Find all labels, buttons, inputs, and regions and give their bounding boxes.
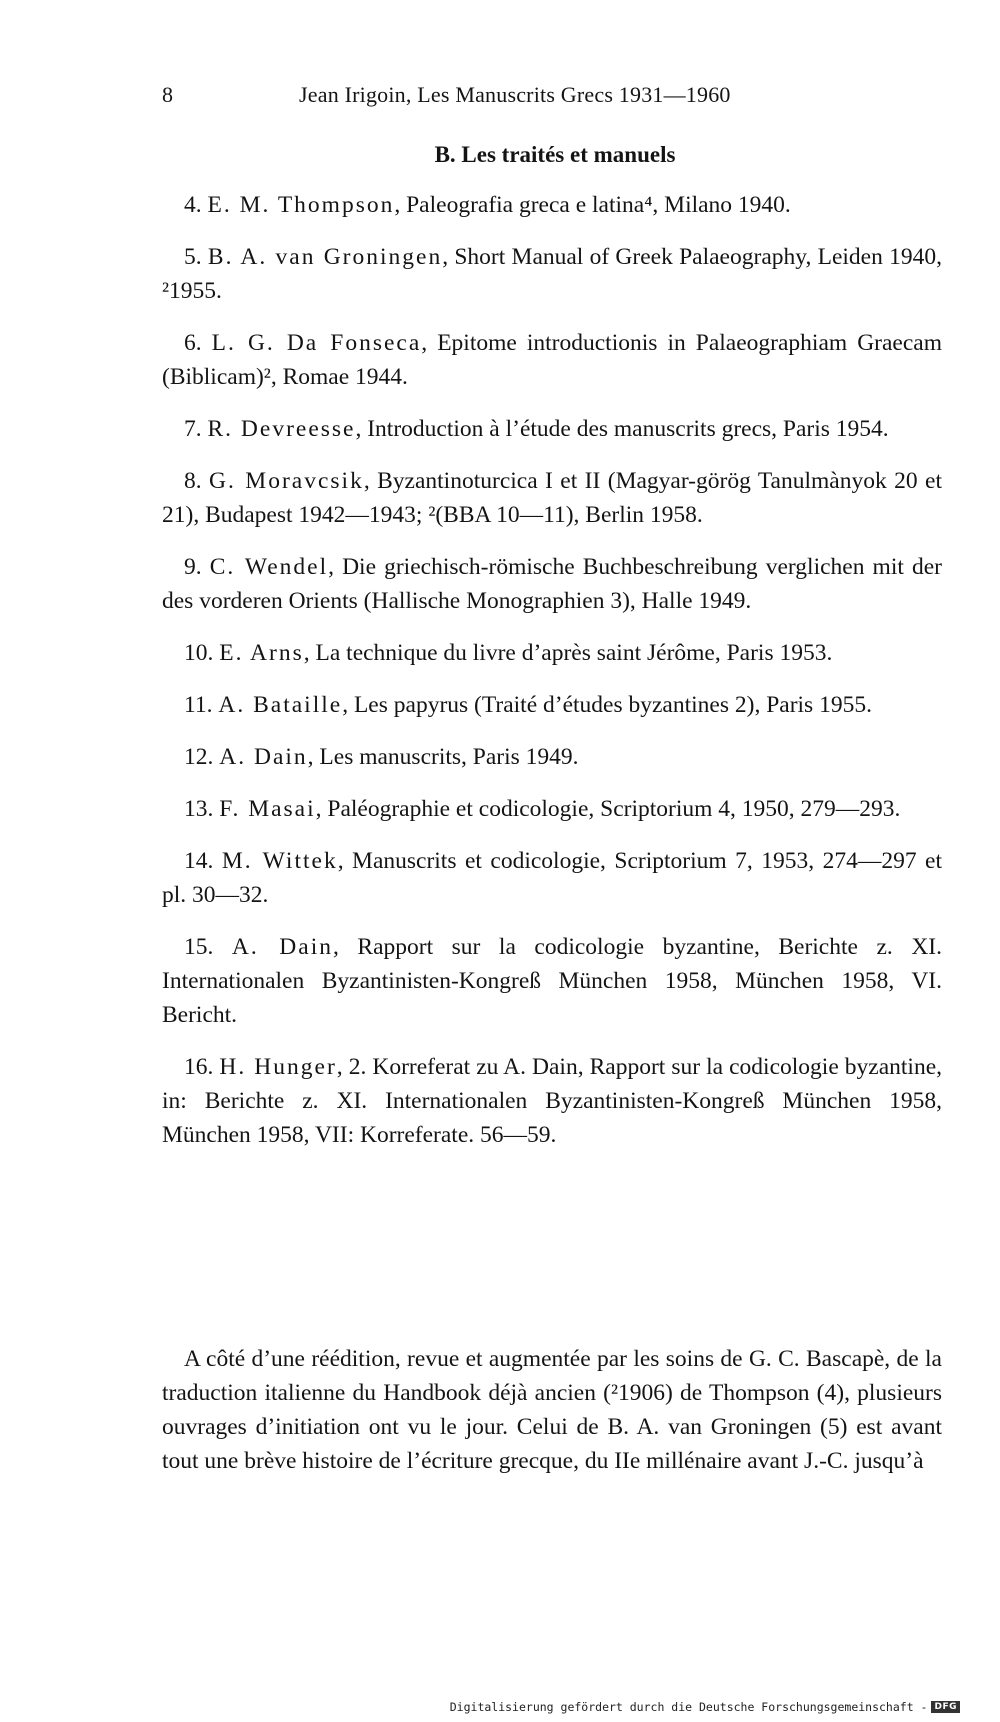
section-heading: B. Les traités et manuels — [434, 142, 676, 167]
entry-number: 10. — [184, 640, 214, 666]
bibliography-entry — [162, 636, 942, 670]
entry-author: R. Devreesse — [207, 416, 356, 442]
entry-text: , Introduction à l’étude des manuscrits grecs, Paris 1954. — [355, 416, 889, 442]
entry-text: , La technique du livre d’après saint Jérôme, Paris 1953. — [303, 640, 833, 666]
page-number: 8 — [162, 82, 174, 107]
entry-number: 9. — [184, 554, 202, 580]
entry-text: , Epitome introductionis in Palaeographiam Graecam (Biblicam)², Romae 1944. — [162, 330, 942, 390]
entry-number: 5. — [184, 244, 202, 270]
entry-text: , Byzantinoturcica I et II (Magyar-görög Tanulmànyok 20 et 21), Budapest 1942—1943; ²(BBA 10—11), Berlin 1958. — [162, 468, 943, 528]
entry-number: 16. — [184, 1054, 214, 1080]
entry-author: C. Wendel — [209, 554, 329, 580]
entry-text: , Les manuscrits, Paris 1949. — [307, 744, 579, 770]
bibliography-entry — [162, 688, 942, 722]
entry-author: B. A. van Groningen — [207, 244, 443, 270]
digitization-footer — [450, 1700, 960, 1714]
entry-author: F. Masai — [219, 796, 316, 822]
entry-number: 14. — [184, 848, 214, 874]
bibliography-entry — [162, 464, 942, 532]
entry-number: 4. — [184, 192, 202, 218]
bibliography-entry — [162, 740, 942, 774]
entry-author: M. Wittek — [221, 848, 338, 874]
bibliography-entry — [162, 550, 942, 618]
bibliography-entry — [162, 326, 942, 394]
bibliography-entry — [162, 412, 942, 446]
entry-author: L. G. Da Fonseca — [211, 330, 422, 356]
entry-number: 12. — [184, 744, 214, 770]
entry-author: A. Dain — [219, 744, 308, 770]
entry-text: , 2. Korreferat zu A. Dain, Rapport sur la codicologie byzantine, in: Berichte z. XI. Internationalen Byzantinisten-Kongreß München 1958, München 1958, VII: Korreferate. 56—59. — [162, 1054, 943, 1148]
entry-number: 13. — [184, 796, 214, 822]
bibliography-entry — [162, 1050, 942, 1152]
entry-number: 11. — [184, 692, 213, 718]
running-title: Jean Irigoin, Les Manuscrits Grecs 1931—1960 — [299, 82, 731, 107]
entry-text: , Die griechisch-römische Buchbeschreibung verglichen mit der des vorderen Orients (Hallische Monographien 3), Halle 1949. — [162, 554, 942, 614]
entry-text: , Rapport sur la codicologie byzantine, Berichte z. XI. Internationalen Byzantinisten-Kongreß München 1958, München 1958, VI. Bericht. — [162, 934, 943, 1028]
entry-text: , Short Manual of Greek Palaeography, Leiden 1940, ²1955. — [162, 244, 942, 304]
bibliography-entry — [162, 844, 942, 912]
entry-number: 7. — [184, 416, 202, 442]
entry-number: 15. — [184, 934, 214, 960]
entry-author: A. Bataille — [218, 692, 343, 718]
bibliography-entry — [162, 792, 942, 826]
bibliography-entry — [162, 930, 942, 1032]
entry-text: , Les papyrus (Traité d’études byzantines 2), Paris 1955. — [342, 692, 872, 718]
bibliography-entry — [162, 240, 942, 308]
entry-author: G. Moravcsik — [209, 468, 364, 494]
entry-author: E. M. Thompson — [207, 192, 395, 218]
entry-text: , Paléographie et codicologie, Scriptorium 4, 1950, 279—293. — [315, 796, 901, 822]
entry-number: 8. — [184, 468, 202, 494]
body-paragraph: A côté d’une réédition, revue et augmentée par les soins de G. C. Bascapè, de la traduction italienne du Handbook déjà ancien (²1906) de Thompson (4), plusieurs ouvrages d’initiation ont vu le jour. Celui de B. A. van Groningen (5) est avant tout une brève histoire de l’écriture grecque, du IIe millénaire avant J.-C. jusqu’à — [162, 1345, 942, 1474]
entry-author: A. Dain — [231, 934, 333, 960]
footer-text: Digitalisierung gefördert durch die Deutsche Forschungsgemeinschaft - — [449, 1700, 928, 1714]
entry-text: , Manuscrits et codicologie, Scriptorium 7, 1953, 274—297 et pl. 30—32. — [162, 848, 943, 908]
entry-author: H. Hunger — [219, 1054, 337, 1080]
bibliography-list — [162, 188, 942, 1170]
dfg-logo-icon: DFG — [931, 1701, 960, 1713]
entry-author: E. Arns — [219, 640, 304, 666]
entry-number: 6. — [184, 330, 202, 356]
bibliography-entry — [162, 188, 942, 222]
entry-text: , Paleografia greca e latina⁴, Milano 1940. — [394, 192, 791, 218]
